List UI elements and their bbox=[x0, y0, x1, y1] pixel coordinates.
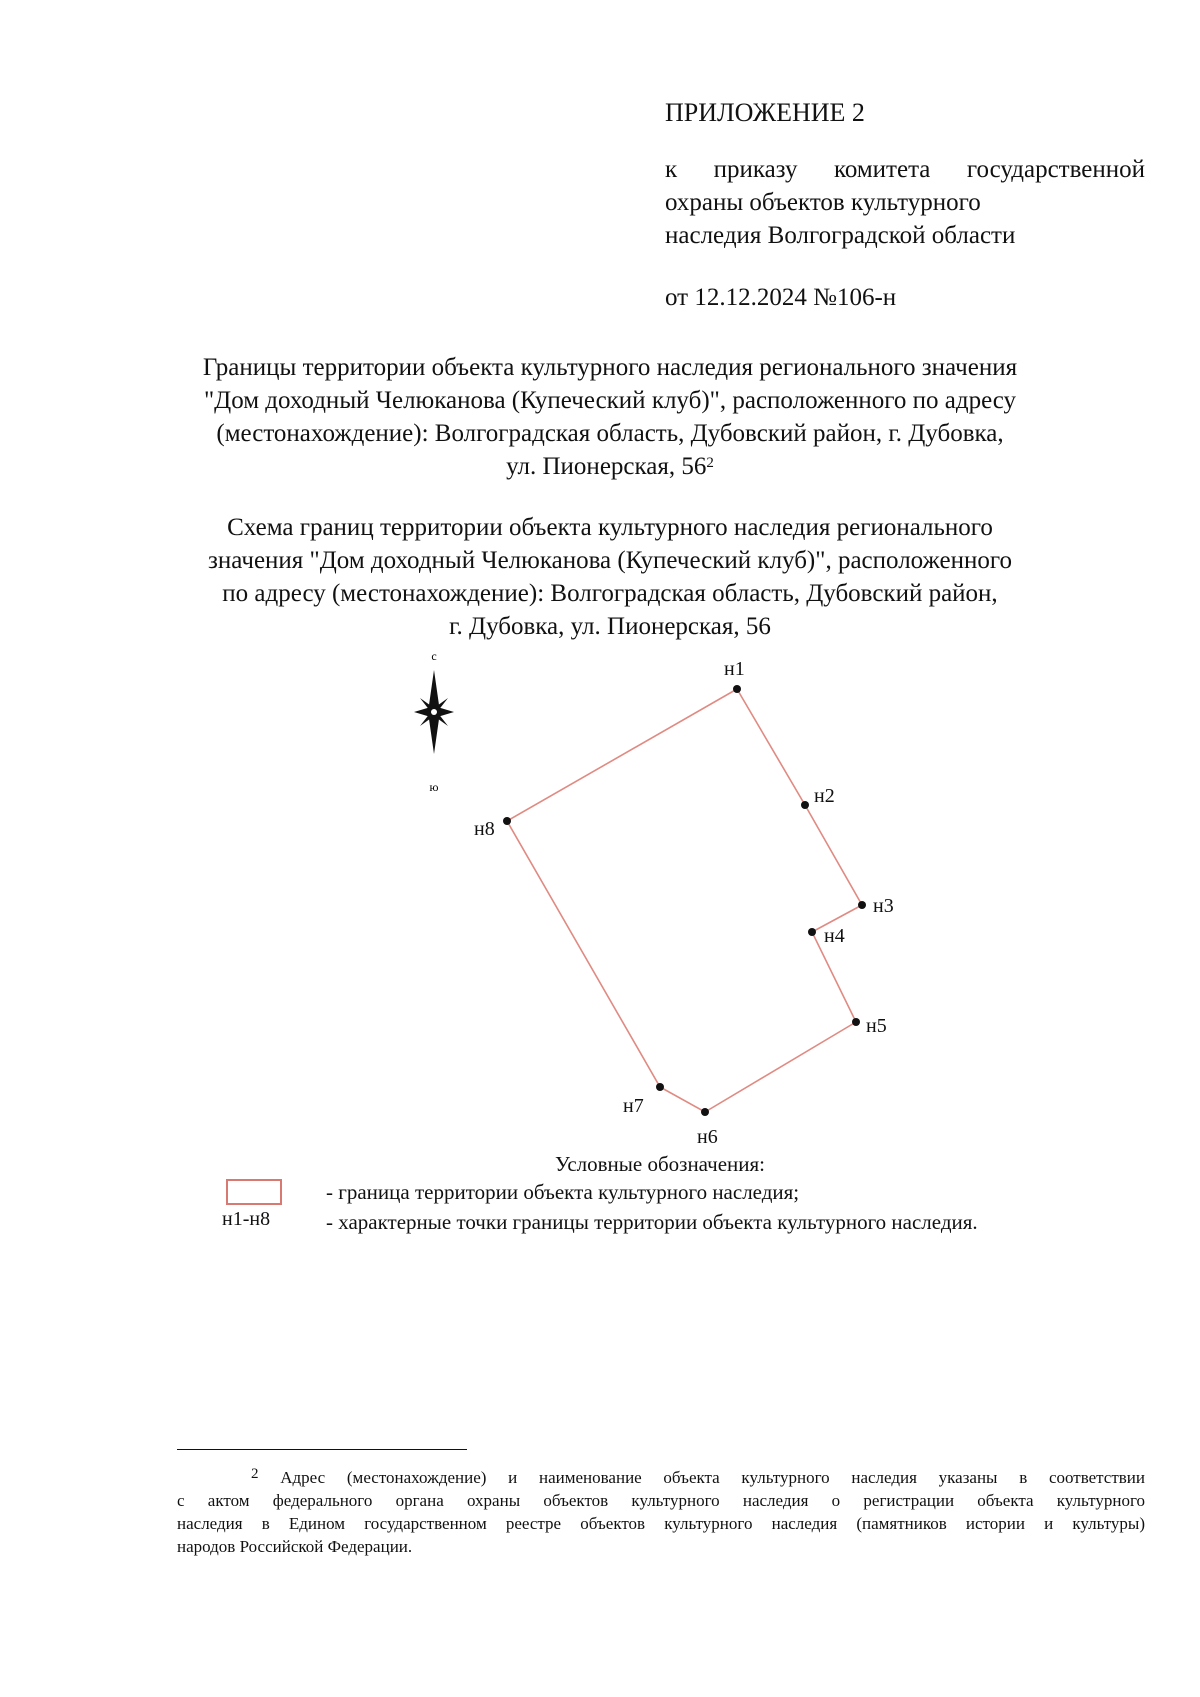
title-line: (местонахождение): Волгоградская область, Дубовский район, г. Дубовка, bbox=[216, 420, 1004, 447]
legend-points-range: н1-н8 bbox=[222, 1208, 271, 1230]
title-line: "Дом доходный Челюканова (Купеческий клуб)", расположенного по адресу bbox=[203, 387, 1017, 414]
boundary-points bbox=[503, 685, 866, 1116]
title-line: по адресу (местонахождение): Волгоградская область, Дубовский район, bbox=[222, 580, 998, 607]
legend-boundary-text: - граница территории объекта культурного наследия; bbox=[326, 1180, 800, 1204]
footnote-line: наследия в Едином государственном реестре объектов культурного наследия (памятников истории и культуры) bbox=[177, 1514, 1145, 1533]
footnote-line bbox=[177, 1466, 1145, 1489]
point-label-n1: н1 bbox=[724, 658, 745, 680]
footnote-marker: 2 bbox=[706, 455, 714, 471]
title-line-text: ул. Пионерская, 56 bbox=[506, 453, 707, 480]
appendix-ref-line: охраны объектов культурного bbox=[665, 189, 981, 216]
footnote-line: с актом федерального органа охраны объектов культурного наследия о регистрации объекта культурного bbox=[177, 1491, 1145, 1510]
legend-points-text: - характерные точки границы территории объекта культурного наследия. bbox=[326, 1210, 978, 1234]
title-line bbox=[160, 450, 1060, 483]
boundary-point-n5 bbox=[852, 1018, 860, 1026]
boundary-legend-swatch bbox=[226, 1179, 282, 1205]
boundary-point-n8 bbox=[503, 817, 511, 825]
boundary-point-n4 bbox=[808, 928, 816, 936]
point-label-n6: н6 bbox=[697, 1126, 718, 1148]
territory-boundary bbox=[507, 689, 862, 1112]
appendix-reference bbox=[665, 153, 1145, 252]
order-date: от 12.12.2024 №106-н bbox=[665, 284, 897, 311]
title-line: Схема границ территории объекта культурного наследия регионального bbox=[227, 514, 993, 541]
appendix-ref-line: наследия Волгоградской области bbox=[665, 222, 1016, 249]
footnote-marker: 2 bbox=[251, 1466, 259, 1482]
footnote bbox=[177, 1466, 1145, 1558]
boundary-point-n3 bbox=[858, 901, 866, 909]
point-label-n4: н4 bbox=[824, 925, 845, 947]
footnote-divider bbox=[177, 1449, 467, 1450]
point-label-n5: н5 bbox=[866, 1015, 887, 1037]
appendix-title: ПРИЛОЖЕНИЕ 2 bbox=[665, 98, 865, 127]
point-label-n8: н8 bbox=[474, 818, 495, 840]
title-line: г. Дубовка, ул. Пионерская, 56 bbox=[449, 613, 771, 640]
compass-south-label: ю bbox=[429, 780, 439, 794]
boundary-point-n1 bbox=[733, 685, 741, 693]
point-labels bbox=[474, 658, 894, 1148]
point-label-n2: н2 bbox=[814, 785, 835, 807]
title-line: Границы территории объекта культурного наследия регионального значения bbox=[202, 354, 1018, 381]
title-line: значения "Дом доходный Челюканова (Купеческий клуб)", расположенного bbox=[208, 547, 1012, 574]
boundary-point-n6 bbox=[701, 1108, 709, 1116]
footnote-text: Адрес (местонахождение) и наименование объекта культурного наследия указаны в соответствии bbox=[280, 1468, 1146, 1487]
appendix-ref-line: к приказу комитета государственной bbox=[665, 156, 1145, 183]
boundary-scheme bbox=[0, 640, 1200, 1150]
boundary-point-n2 bbox=[801, 801, 809, 809]
footnote-line: народов Российской Федерации. bbox=[177, 1537, 413, 1556]
compass-north-label: с bbox=[431, 649, 437, 663]
point-label-n7: н7 bbox=[623, 1095, 644, 1117]
legend-header: Условные обозначения: bbox=[554, 1152, 766, 1176]
point-label-n3: н3 bbox=[873, 895, 894, 917]
boundary-point-n7 bbox=[656, 1083, 664, 1091]
scheme-title bbox=[160, 511, 1060, 643]
compass-rose-icon bbox=[414, 649, 454, 794]
territory-title bbox=[160, 351, 1060, 483]
